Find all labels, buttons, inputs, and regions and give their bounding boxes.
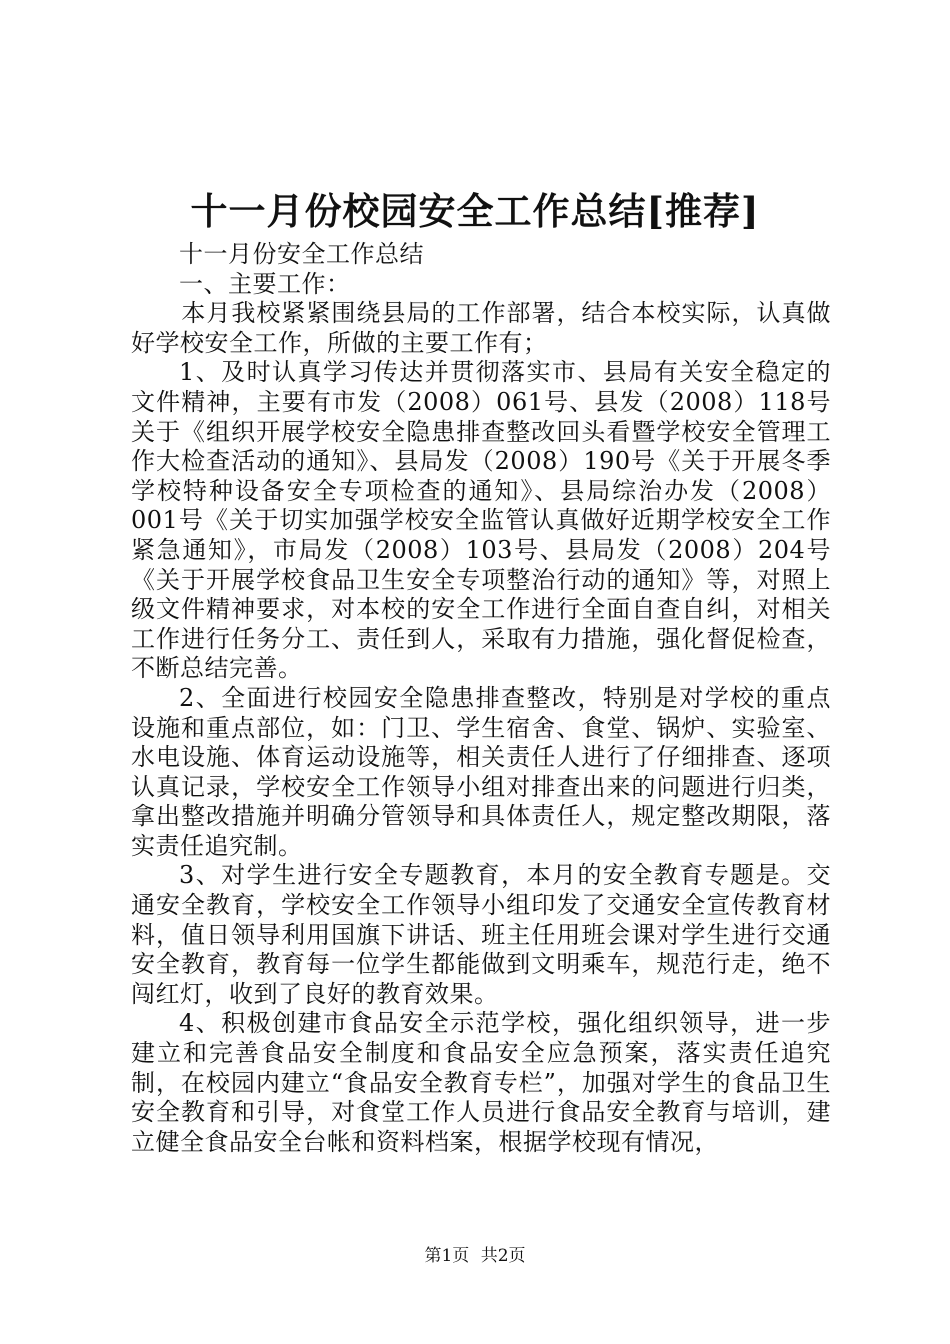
document-body	[131, 240, 831, 1157]
paragraph-item-1: 1、及时认真学习传达并贯彻落实市、县局有关安全稳定的文件精神，主要有市发（2008）061号、县发（2008）118号关于《组织开展学校安全隐患排查整改回头看暨学校安全管理工作大检查活动的通知》、县局发（2008）190号《关于开展冬季学校特种设备安全专项检查的通知》、县局综治办发（2008）001号《关于切实加强学校安全监管认真做好近期学校安全工作紧急通知》，市局发（2008）103号、县局发（2008）204号《关于开展学校食品卫生安全专项整治行动的通知》等，对照上级文件精神要求，对本校的安全工作进行全面自查自纠，对相关工作进行任务分工、责任到人，采取有力措施，强化督促检查，不断总结完善。	[131, 358, 831, 683]
document-subtitle: 十一月份安全工作总结	[179, 240, 424, 268]
paragraph-intro: 本月我校紧紧围绕县局的工作部署，结合本校实际，认真做好学校安全工作，所做的主要工作有；	[131, 299, 831, 357]
section-heading: 一、主要工作：	[179, 269, 351, 298]
paragraph-item-2: 2、全面进行校园安全隐患排查整改，特别是对学校的重点设施和重点部位，如：门卫、学生宿舍、食堂、锅炉、实验室、水电设施、体育运动设施等，相关责任人进行了仔细排查、逐项认真记录，学校安全工作领导小组对排查出来的问题进行归类，拿出整改措施并明确分管领导和具体责任人，规定整改期限，落实责任追究制。	[131, 683, 831, 860]
page-footer	[0, 1244, 950, 1268]
document-title: 十一月份校园安全工作总结[推荐]	[190, 189, 760, 233]
paragraph-item-4: 4、积极创建市食品安全示范学校，强化组织领导，进一步建立和完善食品安全制度和食品安全应急预案，落实责任追究制，在校园内建立“食品安全教育专栏”，加强对学生的食品卫生安全教育和引导，对食堂工作人员进行食品安全教育与培训，建立健全食品安全台帐和资料档案，根据学校现有情况，	[131, 1009, 831, 1156]
paragraph-item-3: 3、对学生进行安全专题教育，本月的安全教育专题是。交通安全教育，学校安全工作领导小组印发了交通安全宣传教育材料，值日领导利用国旗下讲话、班主任用班会课对学生进行交通安全教育，教育每一位学生都能做到文明乘车，规范行走，绝不闯红灯，收到了良好的教育效果。	[131, 861, 831, 1008]
page-total: 共2页	[480, 1246, 526, 1266]
page-number: 第1页	[424, 1246, 470, 1266]
